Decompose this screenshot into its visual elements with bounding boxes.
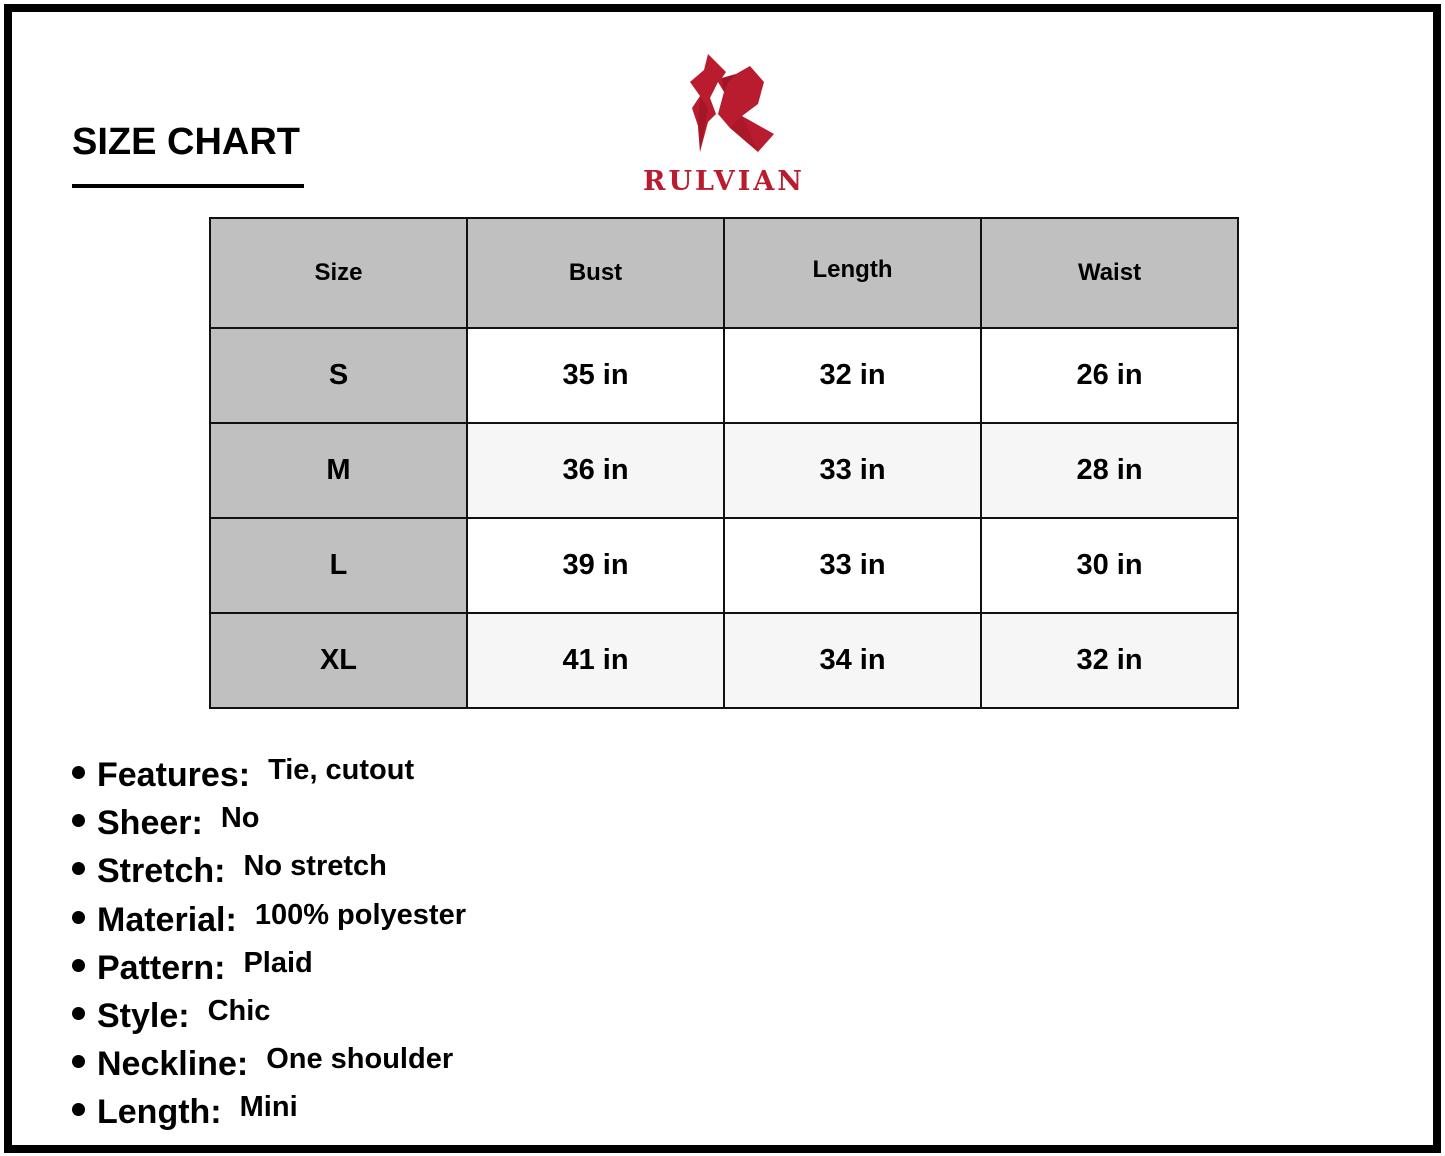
table-row <box>210 613 1238 708</box>
column-header-size: Size <box>210 218 467 328</box>
bullet-icon <box>72 1055 85 1068</box>
bullet-icon <box>72 1007 85 1020</box>
attribute-label: Pattern: <box>97 948 226 987</box>
length-cell: 33 in <box>724 423 981 518</box>
stylized-r-logo-icon <box>678 52 774 162</box>
attribute-label: Sheer: <box>97 804 203 843</box>
attribute-label: Style: <box>97 996 190 1035</box>
attribute-value: No <box>220 802 260 835</box>
attribute-label: Features: <box>97 756 251 794</box>
column-header-bust: Bust <box>467 218 724 328</box>
table-row <box>210 423 1238 518</box>
length-cell: 33 in <box>724 518 981 613</box>
table-row <box>210 518 1238 613</box>
size-cell: S <box>210 328 467 423</box>
bust-cell: 36 in <box>467 423 724 518</box>
waist-cell: 30 in <box>981 518 1238 613</box>
attribute-label: Stretch: <box>97 852 226 891</box>
size-cell: M <box>210 423 467 518</box>
bullet-icon <box>72 1103 85 1116</box>
bust-cell: 39 in <box>467 518 724 613</box>
attribute-style <box>72 993 466 1041</box>
length-cell: 34 in <box>724 613 981 708</box>
attribute-value: Plaid <box>243 946 313 979</box>
column-header-length: Length <box>724 218 981 328</box>
waist-cell: 26 in <box>981 328 1238 423</box>
attribute-value: Tie, cutout <box>268 754 415 786</box>
attribute-value: Chic <box>207 994 271 1027</box>
size-cell: XL <box>210 613 467 708</box>
attribute-stretch <box>72 848 466 896</box>
attribute-neckline <box>72 1041 466 1089</box>
waist-cell: 28 in <box>981 423 1238 518</box>
bullet-icon <box>72 766 85 779</box>
product-attributes-list <box>72 752 466 1138</box>
table-row <box>210 328 1238 423</box>
column-header-waist: Waist <box>981 218 1238 328</box>
attribute-value: 100% polyester <box>254 898 466 931</box>
bullet-icon <box>72 862 85 875</box>
title-underline <box>72 184 304 188</box>
size-chart-table <box>209 217 1239 709</box>
attribute-label: Length: <box>97 1093 222 1132</box>
attribute-sheer <box>72 800 466 848</box>
bullet-icon <box>72 959 85 972</box>
attribute-label: Neckline: <box>97 1045 249 1084</box>
bullet-icon <box>72 911 85 924</box>
waist-cell: 32 in <box>981 613 1238 708</box>
brand-name: RULVIAN <box>643 166 805 197</box>
bullet-icon <box>72 814 85 827</box>
brand-logo <box>628 52 820 198</box>
attribute-value: One shoulder <box>266 1043 454 1076</box>
attribute-label: Material: <box>97 900 237 939</box>
attribute-material <box>72 897 466 945</box>
page-title: SIZE CHART <box>72 121 300 163</box>
size-cell: L <box>210 518 467 613</box>
attribute-pattern <box>72 945 466 993</box>
attribute-features <box>72 752 466 800</box>
attribute-length <box>72 1089 466 1137</box>
length-cell: 32 in <box>724 328 981 423</box>
attribute-value: No stretch <box>243 850 387 883</box>
bust-cell: 41 in <box>467 613 724 708</box>
table-header-row <box>210 218 1238 328</box>
attribute-value: Mini <box>239 1091 298 1124</box>
bust-cell: 35 in <box>467 328 724 423</box>
